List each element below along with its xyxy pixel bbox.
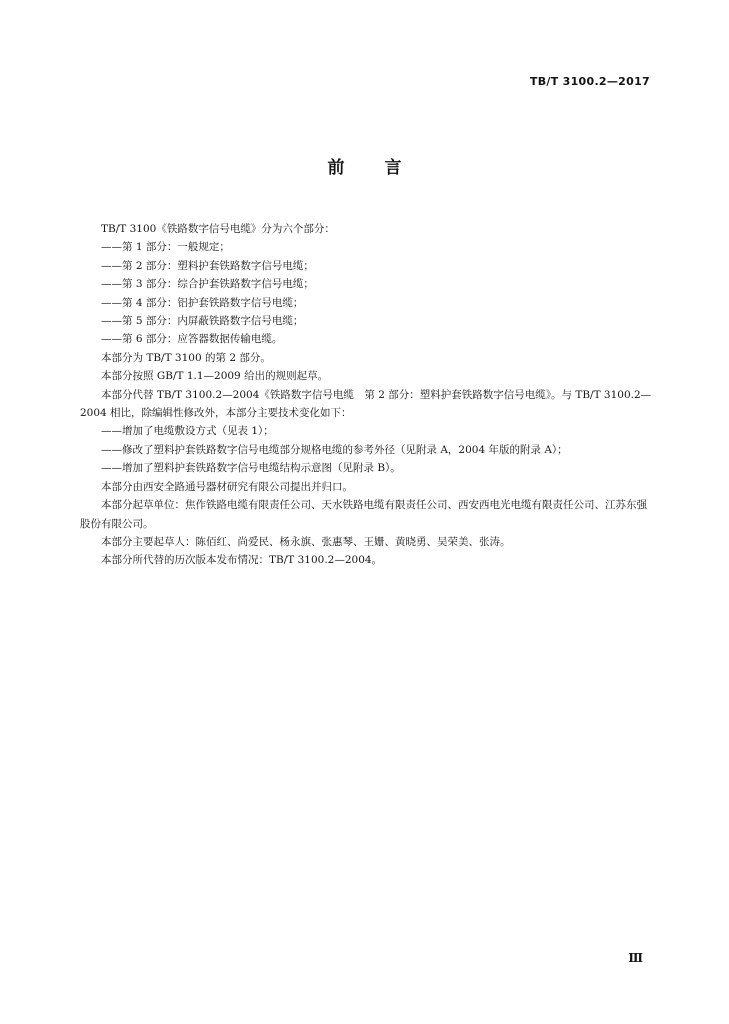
foreword-body [80,220,654,570]
list-item: ——增加了电缆敷设方式（见表 1）； [101,425,274,438]
paragraph: 本部分主要起草人：陈佰红、尚爱民、杨永旗、张惠琴、王姗、黄晓勇、吴荣美、张涛。 [101,535,511,548]
list-item: ——第 1 部分：一般规定； [101,241,230,254]
paragraph: 本部分起草单位：焦作铁路电缆有限责任公司、天水铁路电缆有限责任公司、西安西电光电缆有限责任公司、江苏东强股份有限公司。 [80,499,647,530]
list-item: ——修改了塑料护套铁路数字信号电缆部分规格电缆的参考外径（见附录 A，2004 年版的附录 A）； [101,443,568,456]
list-item: ——第 5 部分：内屏蔽铁路数字信号电缆； [101,315,304,328]
paragraph: 本部分为 TB/T 3100 的第 2 部分。 [101,351,271,364]
list-item: ——第 6 部分：应答器数据传输电缆。 [101,333,283,346]
list-item: ——增加了塑料护套铁路数字信号电缆结构示意图（见附录 B）。 [101,462,401,475]
paragraph: 本部分按照 GB/T 1.1—2009 给出的规则起草。 [101,370,329,383]
paragraph: TB/T 3100《铁路数字信号电缆》分为六个部分： [101,223,335,235]
list-item: ——第 4 部分：铝护套铁路数字信号电缆； [101,296,304,309]
list-item: ——第 3 部分：综合护套铁路数字信号电缆； [101,278,314,291]
paragraph: 本部分由西安全路通号器材研究有限公司提出并归口。 [101,480,353,493]
standard-code: TB/T 3100.2—2017 [529,75,650,88]
paragraph: 本部分代替 TB/T 3100.2—2004《铁路数字信号电缆 第 2 部分：塑料护套铁路数字信号电缆》。与 TB/T 3100.2—2004 相比，除编辑性修改外，本部分主要技术变化如下： [80,388,652,420]
page-number: Ⅲ [628,951,643,965]
list-item: ——第 2 部分：塑料护套铁路数字信号电缆； [101,259,314,272]
paragraph: 本部分所代替的历次版本发布情况：TB/T 3100.2—2004。 [101,554,383,567]
page-title: 前言 [327,158,442,178]
